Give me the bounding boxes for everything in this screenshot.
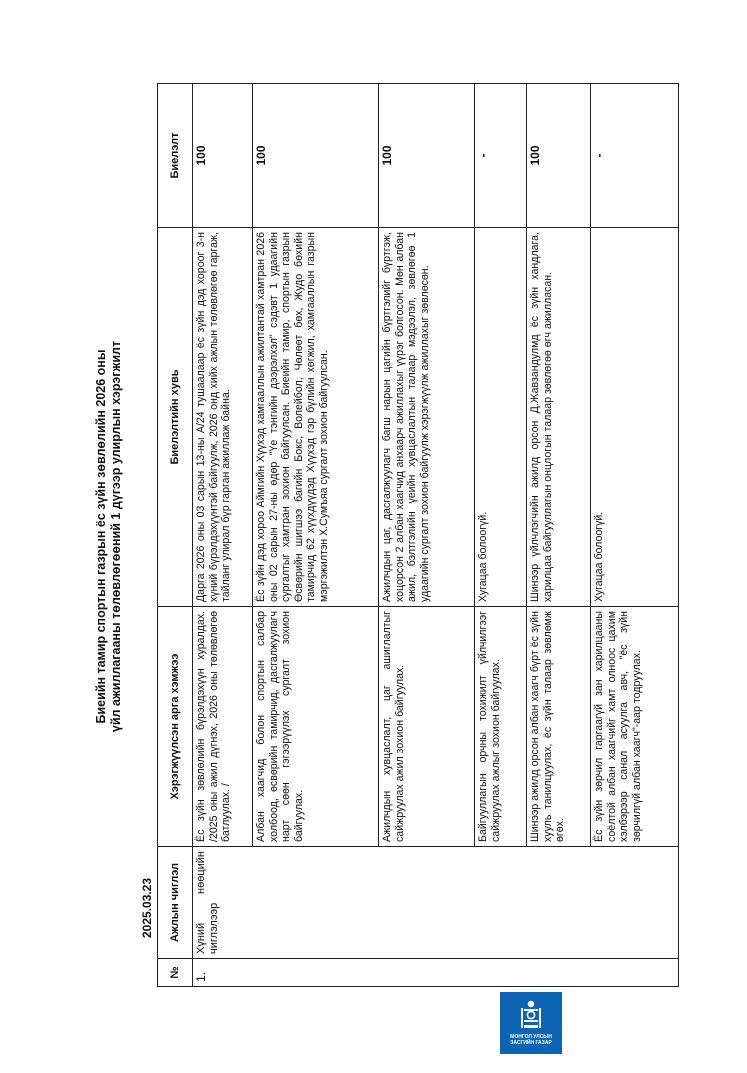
logo-caption-line-1: МОНГОЛ УЛСЫН [510, 1034, 552, 1040]
header-number: № [158, 959, 193, 987]
direction-cell: Хүний нөөцийн чиглэлээр [193, 847, 679, 959]
report-date: 2025.03.23 [140, 877, 154, 938]
progress-cell: Хугацаа болоогүй. [475, 228, 527, 607]
header-measure: Хэрэгжүүлсэн арга хэмжээ [158, 607, 193, 847]
measure-cell: Ёс зүйн зөрчил гаргаагүй зан харилцааны соёлтой албан хаагчийг хамт олноос цахим хэлбэрээр санал асуулга авч, "ёс зүйн зөрчилгүй албан хаагч"-аар тодруулах. [591, 607, 679, 847]
measure-cell: Ажилчдын хувцаслалт, цаг ашиглалтыг сайжруулах ажил зохион байгуулах. [379, 607, 475, 847]
score-cell: 100 [379, 84, 475, 228]
measure-cell: Албан хаагчид болон спортын салбар холбоод, өсвөрийн тамирчид, дасгалжуулагч нарт сөөн гэгээрүүлэх сургалт зохион байгуулах. [253, 607, 379, 847]
measure-cell: Байгууллагын орчны тохижилт үйлчилгээг сайжруулах ажлыг зохион байгуулах. [475, 607, 527, 847]
progress-cell: Шинээр үйлчлэгчийн ажилд орсон Д.Жавзандулмд ёс зүйн хандлага, харилцаа байгууллагын онцлогын талаар зөвлөгөө өгч ажилласан. [527, 228, 591, 607]
score-cell: - [475, 84, 527, 228]
document-title-line-2: үйл ажиллагааны төлөвлөгөөний 1 дүгээр улирлын хэрэгжилт [109, 340, 123, 733]
progress-cell: Хугацаа болоогүй. [591, 228, 679, 607]
measure-cell: Ёс зүйн зөвлөлийн бүрэлдэхүүн хуралдах. /2025 оны ажил дүгнэх, 2026 оны төлөвлөгөө батлуулах. / [193, 607, 253, 847]
logo-caption [500, 1034, 562, 1046]
score-cell: 100 [527, 84, 591, 228]
header-score: Биелэлт [158, 84, 193, 228]
progress-cell: Ажилчдын цаг, дасгалжуулагч багш нарын цагийн бүртгэлийг бүртгэж, хоцорсон 2 албан хаагчид анхаарч ажиллахыг үүрэг болгосон. Мөн албан ажил, бэлтгэлийн үеийн хувцаслалтын талаар мэдээлэл, зөвлөгөө 1 удаагийн сургалт зохион байгуулж хэрэгжүүлж ажиллахыг зөвлөсөн. [379, 228, 475, 607]
progress-cell: Дарга 2026 оны 03 сарын 13-ны А/24 тушаалаар ёс зүйн дэд хороог 3-н хүний бүрэлдэхүүнтэй байгуулж, 2026 онд хийх ажлын төлөвлөгөө гаргаж, тайланг улирал бүр гарган ажиллаж байна. [193, 228, 253, 607]
row-number: 1. [193, 959, 679, 987]
score-cell: - [591, 84, 679, 228]
progress-cell: Ёс зүйн дэд хороо Аймгийн Хүүхэд хамгааллын ажилтантай хамтран 2026 оны 02 сарын 27-ны өдөр "Үе тэнгийн дээрэлхэл" сэдэвт 1 удаагийн сургалтыг хамтран зохион байгуулсан. Биеийн тамир, спортын газрын Өсвөрийн шигшээ багийн Бокс, Волейбол, Чөлөөт бөх, Жудо бөхийн тамирчид 62 хүүхдүүдэд Хүүхэд гэр бүлийн хөгжил, хамгааллын газрын мэргэжилтэн Х.Сумъяа сургалт зохион байгуулсан. [253, 228, 379, 607]
government-logo [500, 992, 562, 1054]
soyombo-emblem-icon [516, 999, 546, 1031]
score-cell: 100 [193, 84, 253, 228]
logo-caption-line-2: ЗАСГИЙН ГАЗАР [510, 1040, 552, 1046]
measure-cell: Шинээр ажилд орсон албан хаагч бүрт ёс зүйн хууль танилцуулах, ёс зүйн талаар зөвлөмж өгөх. [527, 607, 591, 847]
header-direction: Ажлын чиглэл [158, 847, 193, 959]
document-title-line-1: Биеийн тамир спортын газрын ёс зүйн зөвлөлийн 2026 оны [94, 349, 108, 724]
table-header-row [158, 84, 193, 987]
table-row [193, 84, 253, 987]
header-progress: Биелэлтийн хувь [158, 228, 193, 607]
score-cell: 100 [253, 84, 379, 228]
implementation-table [157, 83, 679, 987]
